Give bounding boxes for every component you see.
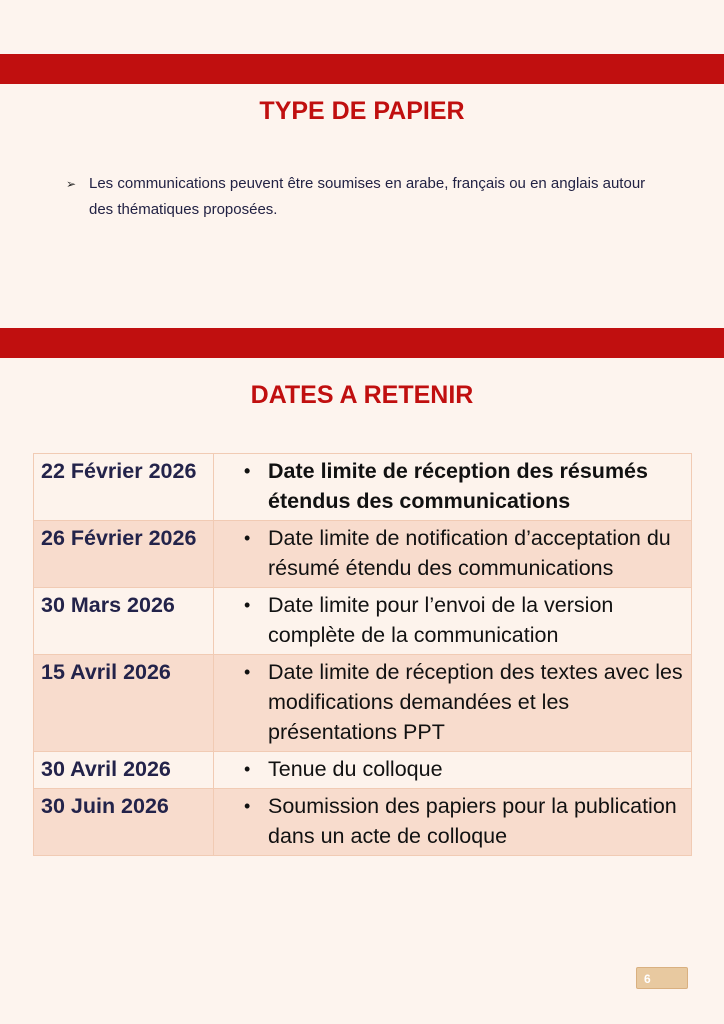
- section-title-paper-type: TYPE DE PAPIER: [259, 97, 465, 125]
- bullet-icon: •: [244, 759, 251, 779]
- bullet-icon: •: [244, 595, 251, 615]
- date-cell: 30 Juin 2026: [34, 789, 214, 856]
- bullet-icon: •: [244, 528, 251, 548]
- table-row: [34, 521, 692, 588]
- description-cell: [214, 521, 692, 588]
- paper-type-text: Les communications peuvent être soumises en arabe, français ou en anglais autour des thématiques proposées.: [89, 175, 646, 218]
- date-cell: 30 Mars 2026: [34, 588, 214, 655]
- table-row: [34, 454, 692, 521]
- date-cell: 22 Février 2026: [34, 454, 214, 521]
- page-number-badge: 6: [636, 967, 688, 989]
- description-cell: [214, 655, 692, 752]
- table-row: [34, 752, 692, 789]
- table-row: [34, 655, 692, 752]
- description-text: Date limite de réception des textes avec les modifications demandées et les présentations PPT: [268, 660, 683, 744]
- table-row: [34, 588, 692, 655]
- section-title-key-dates: DATES A RETENIR: [250, 381, 474, 409]
- description-cell: [214, 789, 692, 856]
- description-text: Soumission des papiers pour la publication dans un acte de colloque: [268, 794, 677, 848]
- bullet-icon: •: [244, 796, 251, 816]
- header-band-middle: [0, 328, 724, 358]
- date-cell: 26 Février 2026: [34, 521, 214, 588]
- description-cell: [214, 752, 692, 789]
- description-text: Date limite pour l’envoi de la version complète de la communication: [268, 593, 614, 647]
- description-cell: [214, 454, 692, 521]
- description-text: Date limite de notification d’acceptation du résumé étendu des communications: [268, 526, 671, 580]
- header-band-top: [0, 54, 724, 84]
- bullet-icon: •: [244, 662, 251, 682]
- date-cell: 30 Avril 2026: [34, 752, 214, 789]
- table-row: [34, 789, 692, 856]
- key-dates-table: [33, 453, 692, 856]
- date-cell: 15 Avril 2026: [34, 655, 214, 752]
- description-text: Date limite de réception des résumés étendus des communications: [268, 459, 648, 513]
- arrow-bullet-icon: ➢: [66, 177, 77, 191]
- description-text: Tenue du colloque: [268, 757, 443, 781]
- paper-type-paragraph: [66, 171, 666, 223]
- bullet-icon: •: [244, 461, 251, 481]
- description-cell: [214, 588, 692, 655]
